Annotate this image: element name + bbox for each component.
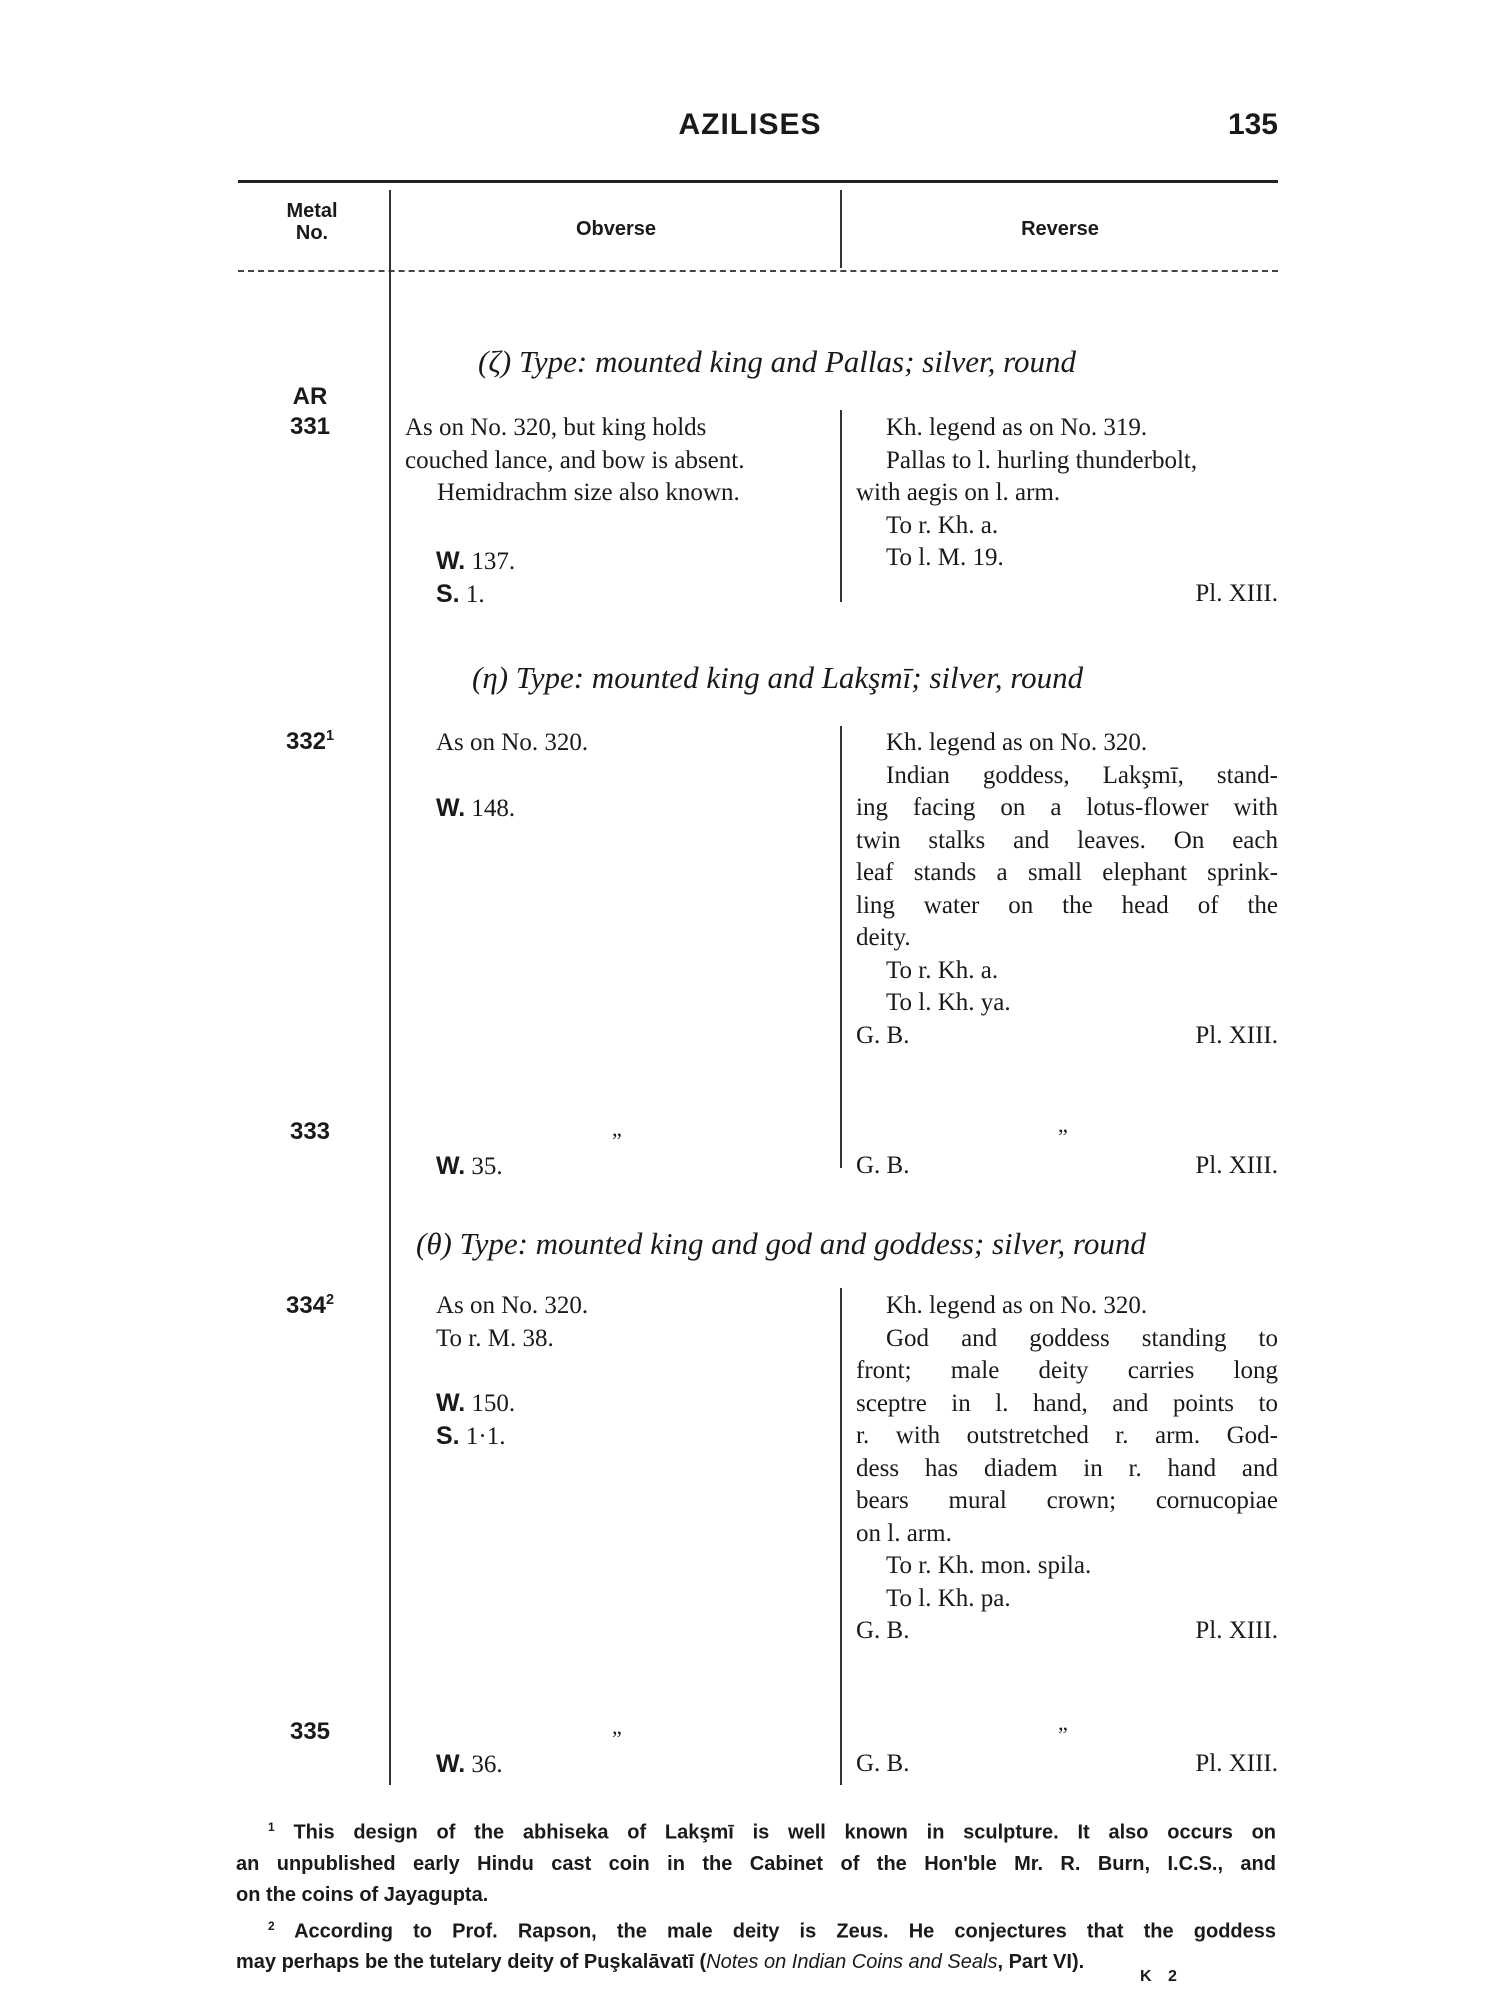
column-divider-mid-332 bbox=[840, 726, 842, 1168]
plate-reference: Pl. XIII. bbox=[1195, 1152, 1278, 1179]
column-header-obverse: Obverse bbox=[575, 218, 657, 240]
printer-signature: K 2 bbox=[1140, 1968, 1183, 1985]
text-line: To l. M. 19. bbox=[886, 544, 1004, 571]
weight bbox=[436, 1387, 515, 1421]
column-header-reverse: Reverse bbox=[1021, 218, 1099, 240]
table-top-rule bbox=[238, 180, 1278, 183]
text-line: on l. arm. bbox=[856, 1519, 952, 1547]
page-title: AZILISES bbox=[678, 108, 822, 141]
obverse-description: As on No. 320. bbox=[436, 729, 589, 756]
text-line: front; male deity carries long bbox=[856, 1357, 1278, 1384]
table-header-bottom-rule bbox=[238, 270, 1278, 272]
text-line: r. with outstretched r. arm. God- bbox=[856, 1422, 1278, 1449]
plate-reference: Pl. XIII. bbox=[1195, 1617, 1278, 1644]
weight-label: W. bbox=[436, 547, 466, 575]
footnote-marker: 1 bbox=[268, 1820, 275, 1834]
weight-label: W. bbox=[436, 1750, 466, 1778]
reverse-description bbox=[856, 727, 1278, 1020]
footnote-1-line: an unpublished early Hindu cast coin in the Cabinet of the Hon'ble Mr. R. Burn, I.C.S., and bbox=[236, 1852, 1276, 1875]
ditto-mark: ” bbox=[1058, 1722, 1068, 1747]
ditto-mark: ” bbox=[612, 1726, 622, 1751]
coin-number: 331 bbox=[289, 413, 331, 440]
footnote-1-line: $^1$ This design of the abhiseka of Lakşmī is well known in sculpture. It also occurs on bbox=[268, 1820, 1277, 1844]
column-header-metal-no bbox=[262, 200, 362, 244]
text-line: To r. M. 38. bbox=[436, 1324, 554, 1352]
text-line: Kh. legend as on No. 320. bbox=[886, 729, 1148, 756]
footnote-marker: 2 bbox=[326, 1292, 335, 1308]
weight bbox=[436, 1150, 503, 1184]
type-heading-zeta: (ζ) Type: mounted king and Pallas; silver, round bbox=[478, 344, 1077, 379]
weight-value: 137. bbox=[471, 548, 516, 575]
text-line: twin stalks and leaves. On each bbox=[856, 826, 1278, 854]
size bbox=[436, 1420, 505, 1454]
column-divider-left bbox=[389, 190, 391, 1785]
type-heading-theta: (θ) Type: mounted king and god and goddess; silver, round bbox=[416, 1226, 1146, 1261]
text-line: dess has diadem in r. hand and bbox=[856, 1454, 1278, 1482]
text-line: Indian goddess, Lakşmī, stand- bbox=[886, 761, 1278, 789]
column-divider-mid-334 bbox=[840, 1288, 842, 1785]
plate-reference: Pl. XIII. bbox=[1195, 580, 1278, 607]
text-line: Kh. legend as on No. 320. bbox=[886, 1292, 1148, 1319]
text-line: sceptre in l. hand, and points to bbox=[856, 1389, 1278, 1417]
weight-label: W. bbox=[436, 1389, 466, 1417]
coin-number: 335 bbox=[289, 1718, 331, 1745]
text-line: deity. bbox=[856, 924, 911, 951]
text-line: To r. Kh. mon. spila. bbox=[886, 1552, 1092, 1579]
collection-mark: G. B. bbox=[856, 1617, 910, 1644]
text-line: To r. Kh. a. bbox=[886, 956, 999, 984]
footnote-2-line: may perhaps be the tutelary deity of Puşkalāvatī (Notes on Indian Coins and Seals, Part VI). bbox=[236, 1951, 1085, 1974]
text-line: with aegis on l. arm. bbox=[856, 479, 1061, 506]
metal-symbol: AR bbox=[292, 383, 328, 410]
reverse-description bbox=[856, 1290, 1278, 1615]
collection-mark: G. B. bbox=[856, 1750, 910, 1777]
ditto-mark: ” bbox=[1058, 1124, 1068, 1149]
obverse-description bbox=[405, 412, 744, 510]
size-label: S. bbox=[436, 1422, 460, 1450]
weight-label: W. bbox=[436, 794, 466, 822]
plate-reference: Pl. XIII. bbox=[1195, 1750, 1278, 1777]
coin-number: 333 bbox=[289, 1118, 331, 1145]
text-line: ling water on the head of the bbox=[856, 891, 1278, 919]
text-line: couched lance, and bow is absent. bbox=[405, 446, 745, 474]
weight-value: 36. bbox=[471, 1751, 503, 1778]
column-header-no: No. bbox=[295, 222, 329, 244]
collection-mark: G. B. bbox=[856, 1152, 910, 1179]
type-heading-eta: (η) Type: mounted king and Lakşmī; silver, round bbox=[472, 660, 1084, 695]
text-line: ing facing on a lotus-flower with bbox=[856, 794, 1278, 821]
collection-mark: G. B. bbox=[856, 1022, 910, 1049]
weight bbox=[436, 545, 515, 579]
text-line: bears mural crown; cornucopiae bbox=[856, 1487, 1278, 1514]
weight-label: W. bbox=[436, 1152, 466, 1180]
size bbox=[436, 578, 485, 612]
size-value: 1·1. bbox=[465, 1423, 506, 1450]
coin-number: $334^2$ bbox=[285, 1292, 335, 1319]
text-line: leaf stands a small elephant sprink- bbox=[856, 859, 1278, 886]
footnote-marker: 2 bbox=[268, 1918, 275, 1933]
weight-value: 150. bbox=[471, 1390, 516, 1417]
coin-number: $332^1$ bbox=[285, 728, 335, 755]
text-line: As on No. 320, but king holds bbox=[405, 414, 707, 441]
weight-value: 148. bbox=[471, 795, 516, 822]
footnotes bbox=[236, 1812, 1276, 1978]
text-line: To l. Kh. pa. bbox=[886, 1584, 1011, 1612]
size-label: S. bbox=[436, 580, 460, 608]
weight bbox=[436, 792, 515, 826]
obverse-description bbox=[436, 1290, 588, 1355]
column-header-metal: Metal bbox=[286, 200, 338, 222]
weight-value: 35. bbox=[471, 1153, 503, 1180]
footnote-marker: 1 bbox=[326, 728, 335, 744]
footnote-1-line: on the coins of Jayagupta. bbox=[236, 1883, 489, 1906]
plate-reference: Pl. XIII. bbox=[1195, 1022, 1278, 1049]
text-line: God and goddess standing to bbox=[886, 1324, 1278, 1352]
text-line: As on No. 320. bbox=[436, 1292, 589, 1319]
text-line: To l. Kh. ya. bbox=[886, 989, 1011, 1016]
ditto-mark: ” bbox=[612, 1128, 622, 1153]
text-line: To r. Kh. a. bbox=[886, 511, 999, 539]
column-divider-header-mid bbox=[840, 190, 842, 268]
text-line: Pallas to l. hurling thunderbolt, bbox=[886, 446, 1198, 474]
citation-title: Notes on Indian Coins and Seals bbox=[706, 1951, 998, 1974]
reverse-description bbox=[856, 412, 1197, 575]
size-value: 1. bbox=[465, 581, 485, 608]
text-line: Hemidrachm size also known. bbox=[437, 479, 740, 506]
text-line: Kh. legend as on No. 319. bbox=[886, 414, 1148, 441]
page-number: 135 bbox=[1227, 108, 1278, 141]
column-divider-mid-331 bbox=[840, 410, 842, 602]
footnote-2-line: $^2$ According to Prof. Rapson, the male deity is Zeus. He conjectures that the goddess bbox=[268, 1918, 1276, 1943]
weight bbox=[436, 1748, 503, 1782]
